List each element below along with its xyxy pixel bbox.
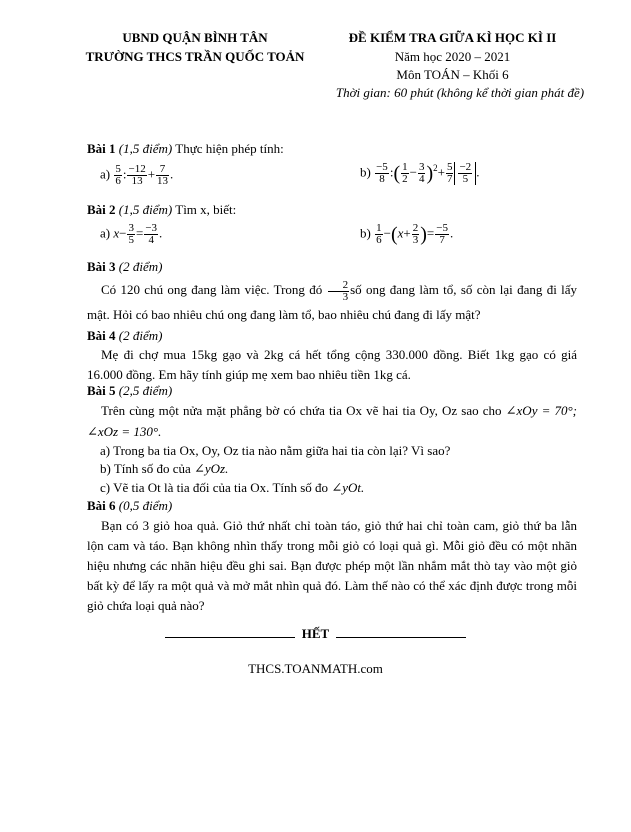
exam-title: ĐỀ KIỂM TRA GIỮA KÌ HỌC KÌ II [348,30,557,45]
end-marker: HẾT [0,626,631,642]
bai2-b: b) $\frac{1}{6}$ −(x+ $\frac{2}{3}$ )= $\frac{-5}{7}$ . [360,222,454,246]
subject: Môn TOÁN – Khối 6 [396,67,509,82]
bai5-question-b: b) Tính số đo của ∠yOz. [100,461,229,476]
bai5-heading: Bài 5 (2,5 điểm) [87,383,173,398]
bai6-text: Bạn có 3 giỏ hoa quả. Giỏ thứ nhất chỉ toàn táo, giỏ thứ hai chỉ toàn cam, giỏ thứ ba lẫn lộn cam và táo. Bạn không nhìn thấy trong mỗi giỏ có loại quả gì. Mỗi giỏ đều có một nhãn hiệu nhưng các nhãn hiệu đều ghi sai. Bạn được phép một lần nhắm mắt thò tay vào một giỏ bất kỳ để lấy ra một quả và mở mắt nhìn quả đó. Làm thế nào có thể xác định được trong mỗi giỏ chứa loại quả nào? [87,518,577,613]
bai3-text: Có 120 chú ong đang làm việc. Trong đó $\frac{2}{3}$ số ong đang làm tổ, số còn lại đang đi lấy mật. Hỏi có bao nhiêu chú ong đang làm tổ, bao nhiêu chú đang đi lấy mật? [87,278,578,322]
school-year: Năm học 2020 – 2021 [394,49,511,64]
bai4-text: Mẹ đi chợ mua 15kg gạo và 2kg cá hết tổng cộng 330.000 đồng. Biết 1kg gạo có giá 16.000 đồng. Em hãy tính giúp mẹ xem bao nhiêu tiền 1kg cá. [87,347,577,382]
bai3-heading: Bài 3 (2 điểm) [87,259,163,274]
bai1-b: b) $\frac{-5}{8}$ :( $\frac{1}{2}$ − $\frac{3}{4}$ )$^2$+ $\frac{5}{7}$ $\frac{-2}{5}$ . [360,161,480,185]
bai4-heading: Bài 4 (2 điểm) [87,328,163,343]
bai5-text: Trên cùng một nửa mặt phẳng bờ có chứa tia Ox vẽ hai tia Oy, Oz sao cho ∠xOy = 70°; ∠xOz = 130°. [87,403,578,439]
time-limit: Thời gian: 60 phút (không kể thời gian phát đề) [335,85,585,100]
bai2-heading: Bài 2 (1,5 điểm) Tìm x, biết: [87,202,237,217]
left-rule [165,637,295,638]
bai6-heading: Bài 6 (0,5 điểm) [87,498,173,513]
bai5-question-c: c) Vẽ tia Ot là tia đối của tia Ox. Tính số đo ∠yOt. [100,480,365,495]
bai1-a: a) $\frac{5}{6}$ : $\frac{-12}{13}$ + $\frac{7}{13}$ . [100,163,174,187]
department-name: UBND QUẬN BÌNH TÂN [122,30,268,45]
website: THCS.TOANMATH.com [248,661,383,676]
right-rule [336,637,466,638]
bai1-heading: Bài 1 (1,5 điểm) Thực hiện phép tính: [87,141,284,156]
school-name: TRƯỜNG THCS TRẦN QUỐC TOẢN [85,49,305,64]
bai5-question-a: a) Trong ba tia Ox, Oy, Oz tia nào nằm giữa hai tia còn lại? Vì sao? [100,443,451,458]
bai2-a: a) x− $\frac{3}{5}$ = $\frac{-3}{4}$ . [100,222,163,246]
